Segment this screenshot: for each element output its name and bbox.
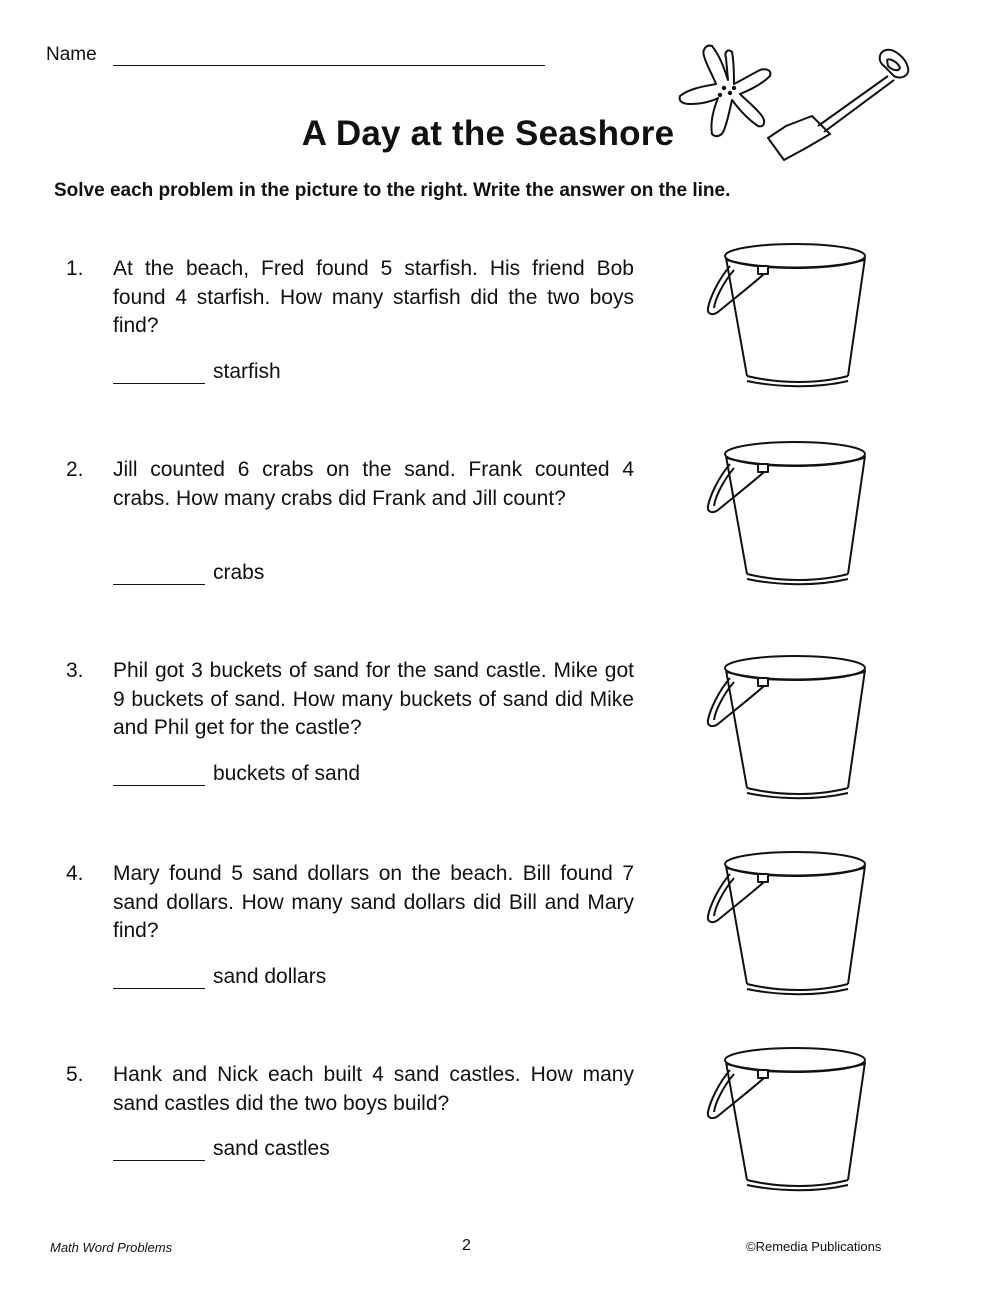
problem-number: 4. bbox=[66, 862, 84, 885]
answer-blank[interactable] bbox=[113, 769, 205, 786]
answer-unit: starfish bbox=[213, 360, 281, 383]
answer-blank[interactable] bbox=[113, 972, 205, 989]
problem-text: Jill counted 6 crabs on the sand. Frank counted 4 crabs. How many crabs did Frank and Jill count? bbox=[113, 458, 634, 510]
answer-line[interactable] bbox=[113, 965, 326, 989]
answer-unit: crabs bbox=[213, 561, 265, 584]
name-row bbox=[46, 44, 545, 66]
bucket-icon bbox=[700, 438, 880, 588]
bucket-icon bbox=[700, 652, 880, 802]
problem-number: 1. bbox=[66, 257, 84, 280]
name-input-line[interactable] bbox=[113, 47, 545, 66]
bucket-icon bbox=[700, 1044, 880, 1194]
problem-text: Hank and Nick each built 4 sand castles. How many sand castles did the two boys build? bbox=[113, 1063, 634, 1115]
answer-line[interactable] bbox=[113, 762, 360, 786]
problem-number: 3. bbox=[66, 659, 84, 682]
starfish-icon bbox=[680, 46, 771, 136]
problem-text: Mary found 5 sand dollars on the beach. Bill found 7 sand dollars. How many sand dollars did Bill and Mary find? bbox=[113, 862, 634, 942]
bucket-icon bbox=[700, 848, 880, 998]
problem-number: 5. bbox=[66, 1063, 84, 1086]
shovel-icon bbox=[768, 50, 908, 160]
answer-line[interactable] bbox=[113, 561, 264, 585]
problem-text: At the beach, Fred found 5 starfish. His friend Bob found 4 starfish. How many starfish did the two boys find? bbox=[113, 257, 634, 337]
answer-blank[interactable] bbox=[113, 568, 205, 585]
footer-page-number: 2 bbox=[462, 1237, 471, 1254]
answer-unit: sand castles bbox=[213, 1137, 330, 1160]
footer-book-title: Math Word Problems bbox=[50, 1240, 173, 1255]
answer-line[interactable] bbox=[113, 360, 281, 384]
answer-blank[interactable] bbox=[113, 1144, 205, 1161]
answer-line[interactable] bbox=[113, 1137, 330, 1161]
instructions: Solve each problem in the picture to the right. Write the answer on the line. bbox=[54, 180, 731, 201]
seashore-decoration bbox=[672, 38, 922, 168]
page-title: A Day at the Seashore bbox=[301, 114, 675, 153]
bucket-icon bbox=[700, 240, 880, 390]
problem-text: Phil got 3 buckets of sand for the sand castle. Mike got 9 buckets of sand. How many buckets of sand did Mike and Phil get for the castle? bbox=[113, 659, 634, 739]
answer-unit: buckets of sand bbox=[213, 762, 361, 785]
name-label: Name bbox=[46, 44, 97, 65]
problem-number: 2. bbox=[66, 458, 84, 481]
answer-blank[interactable] bbox=[113, 367, 205, 384]
footer-publisher: ©Remedia Publications bbox=[746, 1239, 882, 1254]
answer-unit: sand dollars bbox=[213, 965, 327, 988]
